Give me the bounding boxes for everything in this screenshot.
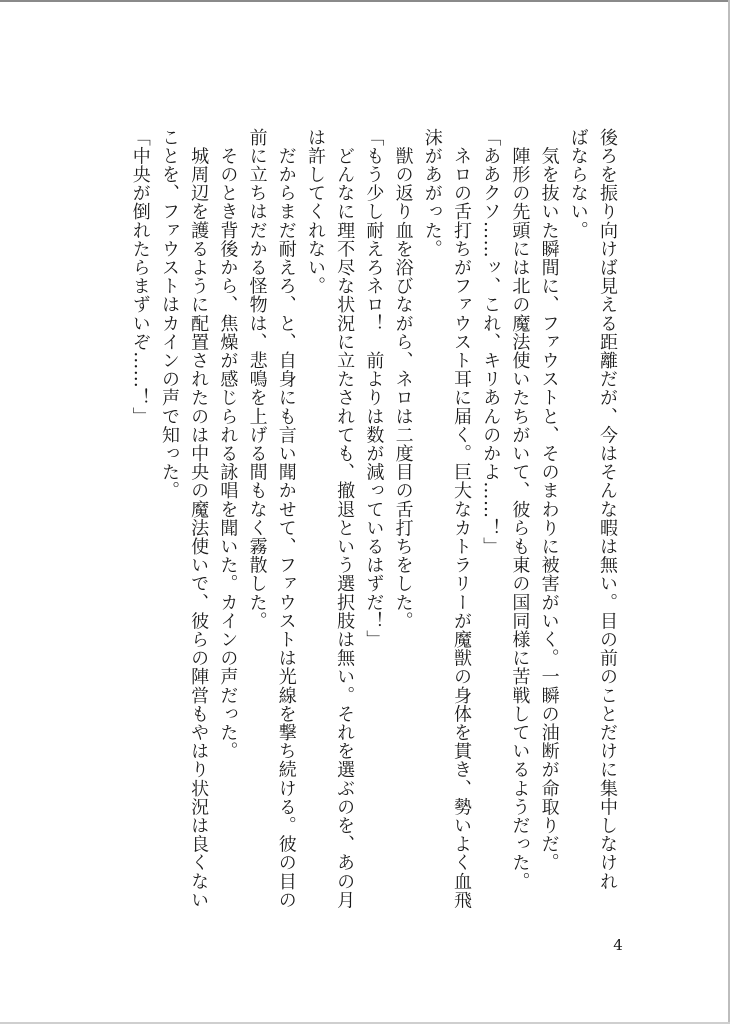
text-line: 沫があがった。 — [421, 128, 443, 259]
text-line: 獣の返り血を浴びながら、ネロは二度目の舌打ちをした。 — [392, 128, 414, 631]
text-line: ネロの舌打ちがファウスト耳に届く。巨大なカトラリーが魔獣の身体を貫き、勢いよく血飛 — [450, 128, 472, 910]
vertical-text-block — [126, 128, 622, 918]
text-line: 城周辺を護るように配置されたのは中央の魔法使いで、彼らの陣営もやはり状況は良くない — [188, 128, 210, 910]
text-line: ことを、ファウストはカインの声で知った。 — [158, 128, 180, 500]
text-line: 後ろを振り向けば見える距離だが、今はそんな暇は無い。目の前のことだけに集中しなけれ — [597, 128, 618, 891]
text-line: そのとき背後から、焦燥が感じられる詠唱を聞いた。カインの声だった。 — [217, 128, 239, 761]
page-number: 4 — [613, 936, 623, 954]
text-line: 「ああクソ……ッ、これ、キリあんのかよ……！」 — [480, 128, 502, 556]
top-border — [0, 0, 730, 2]
text-line: どんなに理不尽な状況に立たされても、撤退という選択肢は無い。それを選ぶのを、あの月 — [334, 128, 356, 910]
text-line: は許してくれない。 — [304, 128, 326, 296]
text-line: だからまだ耐えろ、と、自身にも言い聞かせて、ファウストは光線を撃ち続ける。彼の目の — [275, 128, 297, 910]
text-line: 前に立ちはだかる怪物は、悲鳴を上げる間もなく霧散した。 — [246, 128, 268, 631]
text-line: 気を抜いた瞬間に、ファウストと、そのまわりに被害がいく。一瞬の油断が命取りだ。 — [538, 128, 560, 872]
text-line: 陣形の先頭には北の魔法使いたちがいて、彼らも東の国同様に苦戦しているようだった。 — [509, 128, 531, 891]
text-line: ばならない。 — [567, 128, 589, 240]
text-line: 「中央が倒れたらまずいぞ……！」 — [129, 128, 151, 426]
text-line: 「もう少し耐えろネロ！ 前よりは数が減っているはずだ！」 — [363, 128, 385, 649]
